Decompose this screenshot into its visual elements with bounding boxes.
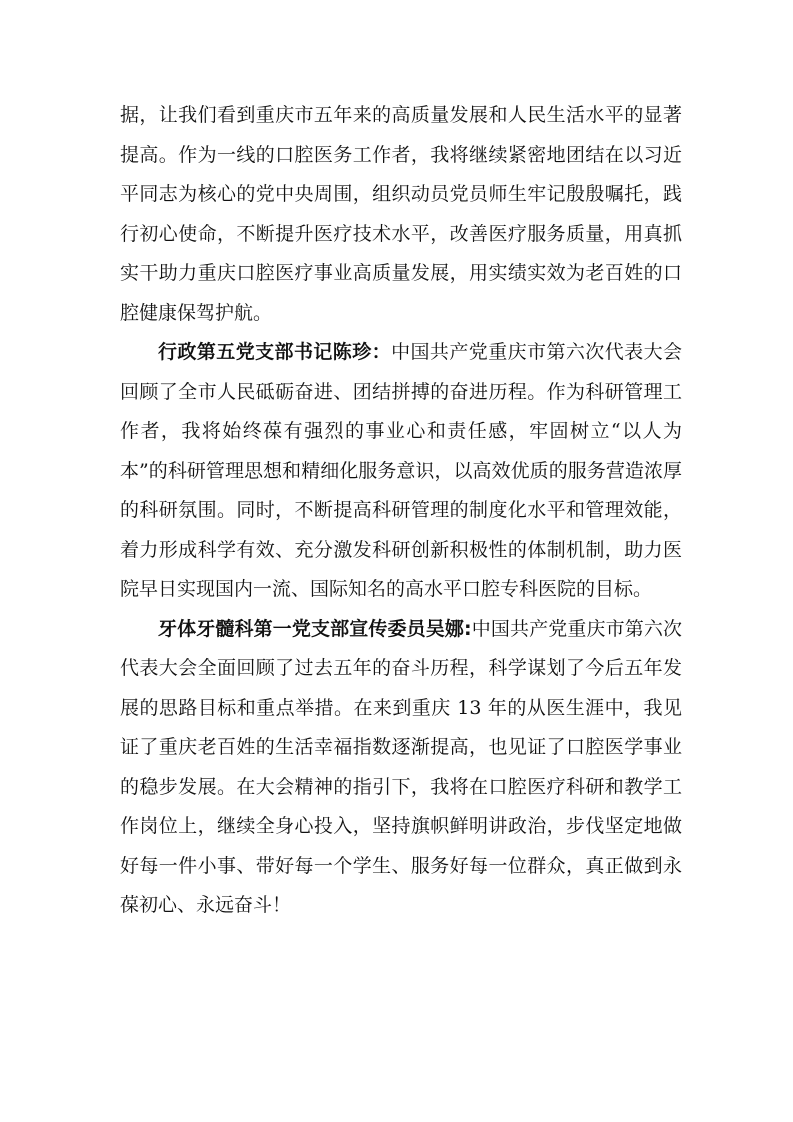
document-body xyxy=(120,96,682,926)
paragraph-wu-na xyxy=(120,610,682,926)
paragraph-text: 据，让我们看到重庆市五年来的高质量发展和人民生活水平的显著提高。作为一线的口腔医务工作者，我将继续紧密地团结在以习近平同志为核心的党中央周围，组织动员党员师生牢记殷殷嘱托，践行初心使命，不断提升医疗技术水平，改善医疗服务质量，用真抓实干助力重庆口腔医疗事业高质量发展，用实绩实效为老百姓的口腔健康保驾护航。 xyxy=(120,104,682,324)
paragraph-text: 中国共产党重庆市第六次代表大会回顾了全市人民砥砺奋进、团结拼搏的奋进历程。作为科研管理工作者，我将始终葆有强烈的事业心和责任感，牢固树立“以人为本”的科研管理思想和精细化服务意识，以高效优质的服务营造浓厚的科研氛围。同时，不断提高科研管理的制度化水平和管理效能，着力形成科学有效、充分激发科研创新积极性的体制机制，助力医院早日实现国内一流、国际知名的高水平口腔专科医院的目标。 xyxy=(120,341,682,600)
speaker-name: 牙体牙髓科第一党支部宣传委员吴娜: xyxy=(158,617,472,640)
paragraph-text: 中国共产党重庆市第六次代表大会全面回顾了过去五年的奋斗历程，科学谋划了今后五年发展的思路目标和重点举措。在来到重庆 13 年的从医生涯中，我见证了重庆老百姓的生活幸福指数逐渐提高，也见证了口腔医学事业的稳步发展。在大会精神的指引下，我将在口腔医疗科研和教学工作岗位上，继续全身心投入，坚持旗帜鲜明讲政治，步伐坚定地做好每一件小事、带好每一个学生、服务好每一位群众，真正做到永葆初心、永远奋斗！ xyxy=(120,617,682,916)
paragraph-chen-zhen xyxy=(120,333,682,610)
paragraph-continuation xyxy=(120,96,682,333)
speaker-name: 行政第五党支部书记陈珍： xyxy=(158,341,392,363)
